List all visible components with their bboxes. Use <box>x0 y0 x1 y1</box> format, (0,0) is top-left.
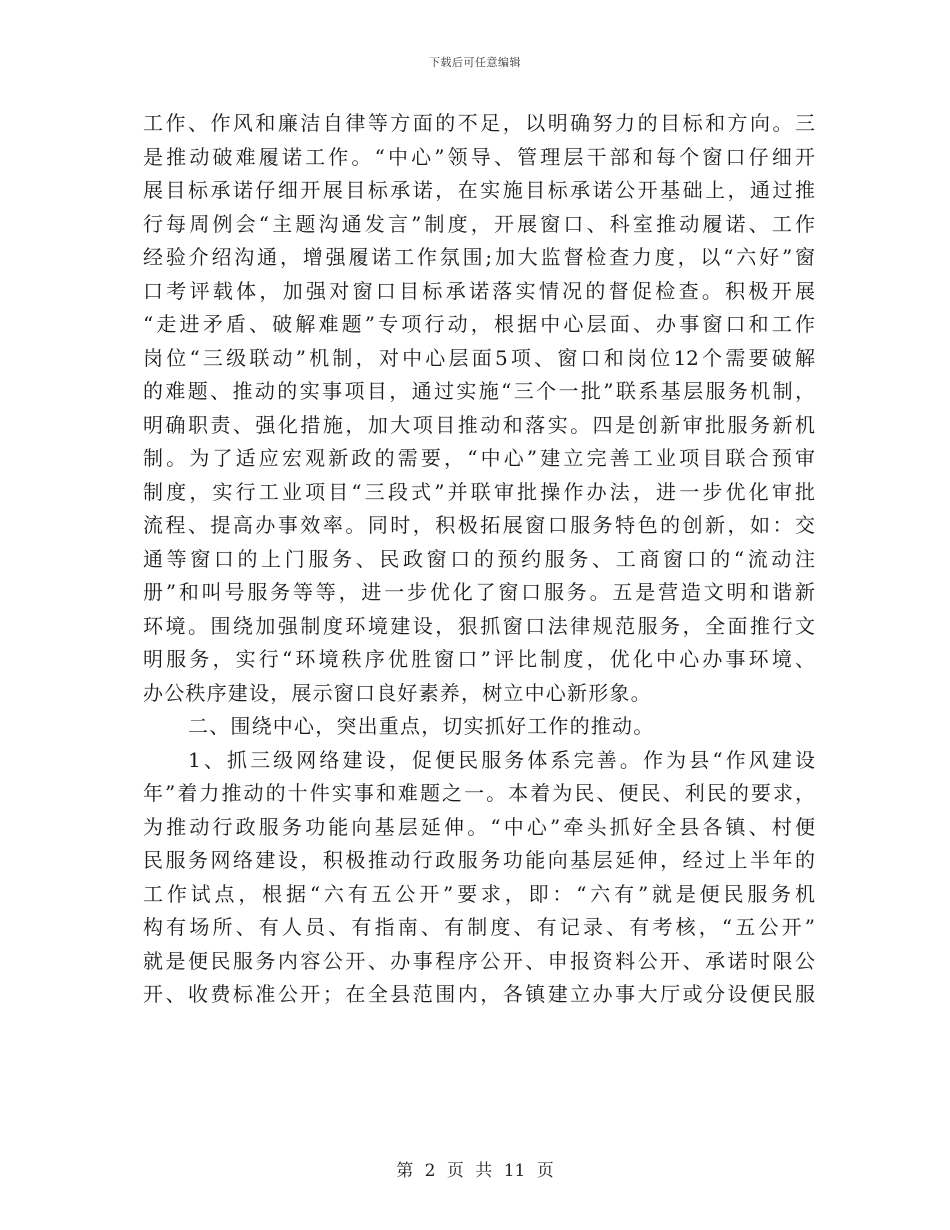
body-line: 口考评载体，加强对窗口目标承诺落实情况的督促检查。积极开展 <box>143 278 815 303</box>
body-line: 的难题、推动的实事项目，通过实施“三个一批”联系基层服务机制， <box>143 379 815 403</box>
body-line: 民服务网络建设，积极推动行政服务功能向基层延伸，经过上半年的 <box>143 848 815 872</box>
body-line: “走进矛盾、破解难题”专项行动，根据中心层面、办事窗口和工作 <box>143 312 815 336</box>
body-line: 就是便民服务内容公开、办事程序公开、申报资料公开、承诺时限公 <box>143 948 815 973</box>
page-number-footer: 第 2 页 共 11 页 <box>396 1161 554 1181</box>
body-line: 行每周例会“主题沟通发言”制度，开展窗口、科室推动履诺、工作 <box>143 211 815 236</box>
body-line: 工作、作风和廉洁自律等方面的不足，以明确努力的目标和方向。三 <box>143 111 815 135</box>
header-note: 下载后可任意编辑 <box>429 56 521 69</box>
body-line: 1、抓三级网络建设，促便民服务体系完善。作为县“作风建设 <box>188 747 815 772</box>
document-body <box>143 107 815 1012</box>
body-line: 是推动破难履诺工作。“中心”领导、管理层干部和每个窗口仔细开 <box>143 144 815 169</box>
body-line: 流程、提高办事效率。同时，积极拓展窗口服务特色的创新，如：交 <box>143 513 815 537</box>
section-heading: 二、围绕中心，突出重点，切实抓好工作的推动。 <box>188 714 655 738</box>
body-line: 为推动行政服务功能向基层延伸。“中心”牵头抓好全县各镇、村便 <box>143 814 815 839</box>
body-line: 年”着力推动的十件实事和难题之一。本着为民、便民、利民的要求， <box>143 781 815 805</box>
body-line: 岗位“三级联动”机制，对中心层面5项、窗口和岗位12个需要破解 <box>143 345 815 370</box>
body-line: 册”和叫号服务等等，进一步优化了窗口服务。五是营造文明和谐新 <box>143 580 815 604</box>
body-line: 经验介绍沟通，增强履诺工作氛围;加大监督检查力度，以“六好”窗 <box>143 245 815 269</box>
body-line: 展目标承诺仔细开展目标承诺，在实施目标承诺公开基础上，通过推 <box>143 178 815 202</box>
body-line: 制度，实行工业项目“三段式”并联审批操作办法，进一步优化审批 <box>143 479 815 504</box>
body-line: 制。为了适应宏观新政的需要，“中心”建立完善工业项目联合预审 <box>143 446 815 470</box>
body-line: 开、收费标准公开；在全县范围内，各镇建立办事大厅或分设便民服 <box>143 982 815 1006</box>
body-line: 明服务，实行“环境秩序优胜窗口”评比制度，优化中心办事环境、 <box>143 647 815 671</box>
body-line: 环境。围绕加强制度环境建设，狠抓窗口法律规范服务，全面推行文 <box>143 613 815 638</box>
body-line: 通等窗口的上门服务、民政窗口的预约服务、工商窗口的“流动注 <box>143 546 815 571</box>
body-line: 工作试点，根据“六有五公开”要求，即：“六有”就是便民服务机 <box>143 881 815 906</box>
body-line: 明确职责、强化措施，加大项目推动和落实。四是创新审批服务新机 <box>143 412 815 437</box>
body-line: 办公秩序建设，展示窗口良好素养，树立中心新形象。 <box>143 680 652 705</box>
body-line: 构有场所、有人员、有指南、有制度、有记录、有考核，“五公开” <box>143 915 815 939</box>
